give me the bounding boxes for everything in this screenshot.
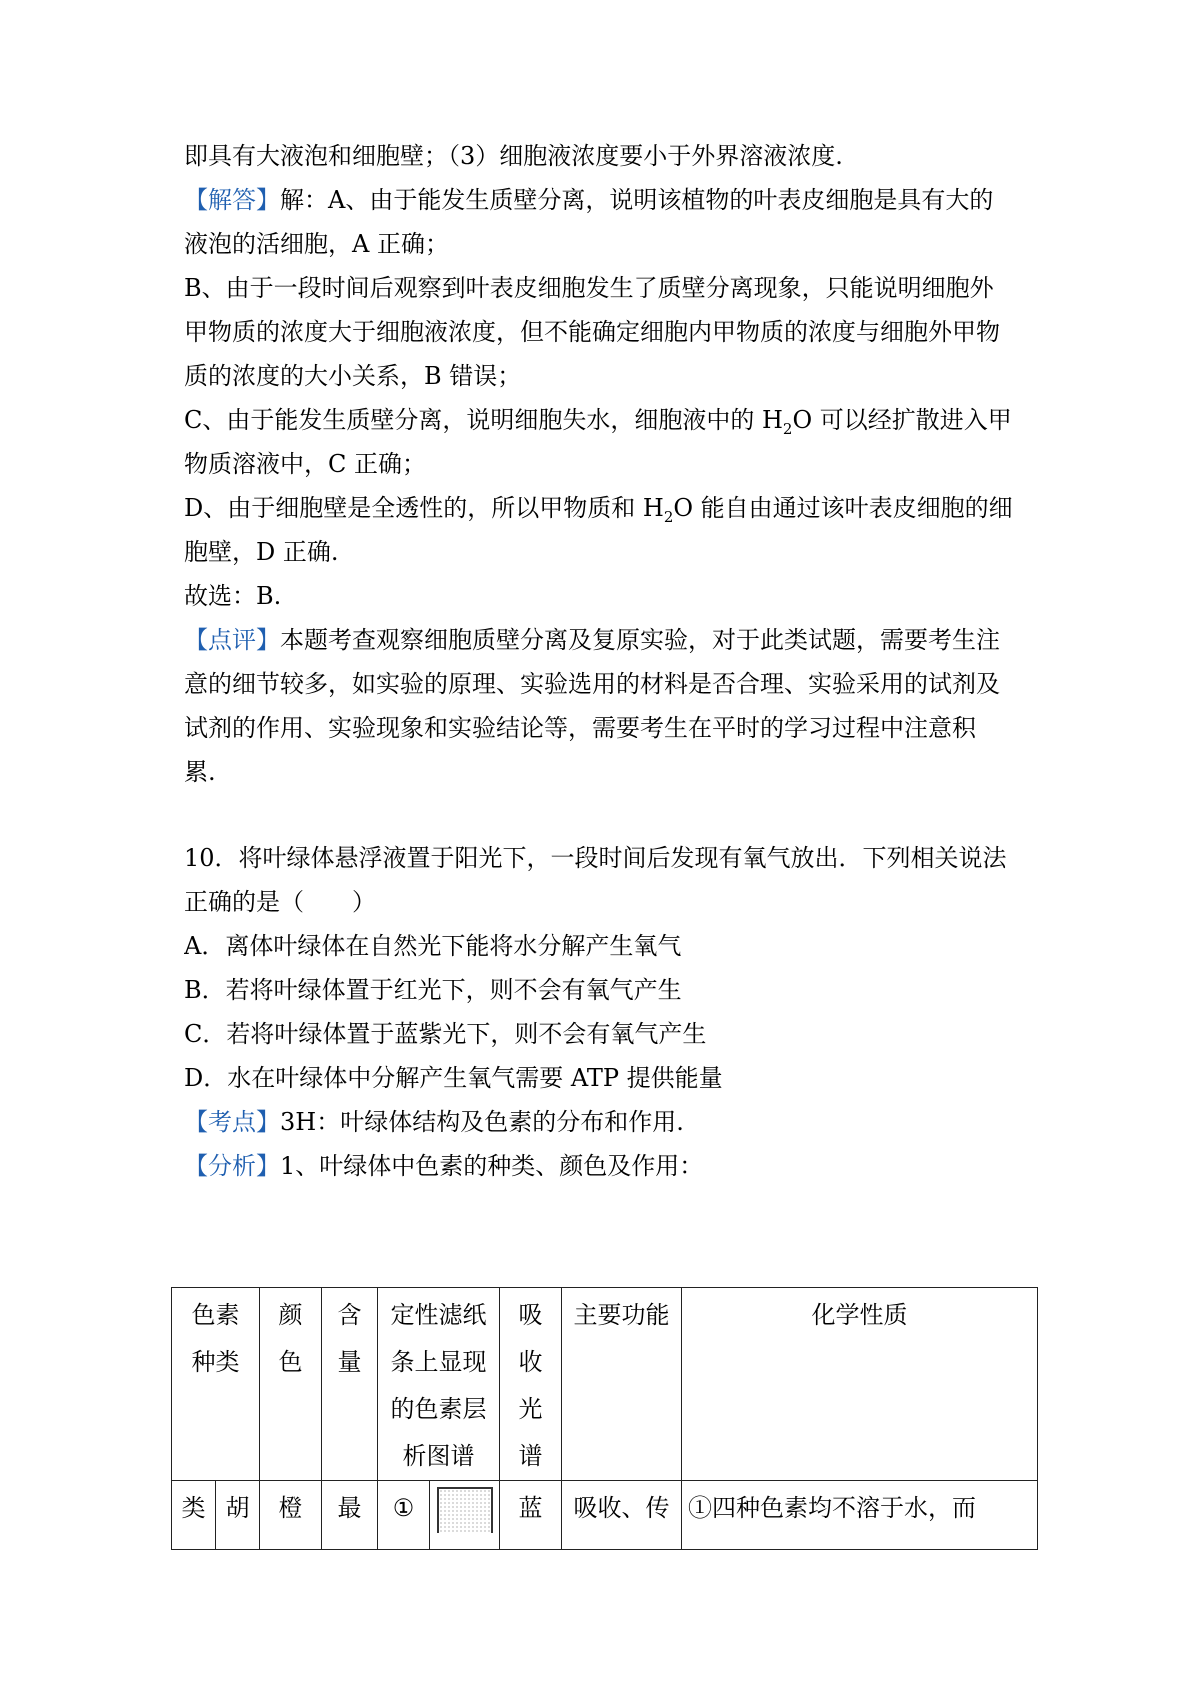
text-line: 试剂的作用、实验现象和实验结论等，需要考生在平时的学习过程中注意积 [184, 714, 976, 742]
option-b: B．若将叶绿体置于红光下，则不会有氧气产生 [184, 976, 682, 1004]
text-line: D、由于细胞壁是全透性的，所以甲物质和 $H_2O$ 能自由通过该叶表皮细胞的细 [184, 494, 1013, 526]
text-line: 物质溶液中，C 正确； [184, 450, 426, 478]
table-cell: 类 [172, 1481, 216, 1550]
header-absorption: 吸 收 光 谱 [500, 1288, 562, 1481]
table-cell: 最 [322, 1481, 378, 1550]
chromatogram-cell [430, 1481, 500, 1550]
table-cell: 蓝 [500, 1481, 562, 1550]
header-color: 颜 色 [260, 1288, 322, 1481]
text-line: C、由于能发生质壁分离，说明细胞失水，细胞液中的 $H_2O$ 可以经扩散进入甲 [184, 406, 1012, 438]
option-c: C．若将叶绿体置于蓝紫光下，则不会有氧气产生 [184, 1020, 707, 1048]
option-d: D．水在叶绿体中分解产生氧气需要 ATP 提供能量 [184, 1064, 723, 1092]
table-row [172, 1481, 1038, 1550]
text-line: 【解答】解：A、由于能发生质壁分离，说明该植物的叶表皮细胞是具有大的 [184, 186, 994, 214]
table-cell: 橙 [260, 1481, 322, 1550]
fenxi-tag: 【分析】 [184, 1152, 280, 1180]
text-line: 故选：B. [184, 582, 282, 610]
table-cell: 吸收、传 [562, 1481, 682, 1550]
table-cell: ①四种色素均不溶于水，而 [682, 1481, 1038, 1550]
header-function: 主要功能 [562, 1288, 682, 1481]
header-chromatogram: 定性滤纸 条上显现 的色素层 析图谱 [378, 1288, 500, 1481]
header-amount: 含 量 [322, 1288, 378, 1481]
kaodian-line: 【考点】3H：叶绿体结构及色素的分布和作用. [184, 1108, 684, 1136]
header-property: 化学性质 [682, 1288, 1038, 1481]
text-line: 质的浓度的大小关系，B 错误； [184, 362, 522, 390]
question-stem: 正确的是（ ） [184, 888, 376, 916]
header-pigment-type: 色素 种类 [172, 1288, 260, 1481]
table-cell: ① [378, 1481, 430, 1550]
text-line: 意的细节较多，如实验的原理、实验选用的材料是否合理、实验采用的试剂及 [184, 670, 1000, 698]
chromatogram-band-swatch [437, 1487, 493, 1533]
answer-tag: 【解答】 [184, 186, 280, 214]
question-stem: 10．将叶绿体悬浮液置于阳光下，一段时间后发现有氧气放出．下列相关说法 [184, 844, 1007, 872]
comment-tag: 【点评】 [184, 626, 280, 654]
text-line: 即具有大液泡和细胞壁；（3）细胞液浓度要小于外界溶液浓度. [184, 142, 843, 170]
text-line: 【点评】本题考查观察细胞质壁分离及复原实验，对于此类试题，需要考生注 [184, 626, 1000, 654]
text-line: 甲物质的浓度大于细胞液浓度，但不能确定细胞内甲物质的浓度与细胞外甲物 [184, 318, 1000, 346]
option-a: A．离体叶绿体在自然光下能将水分解产生氧气 [184, 932, 682, 960]
table-header-row [172, 1288, 1038, 1481]
pigment-table [171, 1287, 1038, 1550]
table-cell: 胡 [216, 1481, 260, 1550]
kaodian-tag: 【考点】 [184, 1108, 280, 1136]
text-line: 累. [184, 758, 216, 786]
text-line: 液泡的活细胞，A 正确； [184, 230, 449, 258]
fenxi-line: 【分析】1、叶绿体中色素的种类、颜色及作用： [184, 1152, 704, 1180]
text-line: 胞壁，D 正确. [184, 538, 339, 566]
text-line: B、由于一段时间后观察到叶表皮细胞发生了质壁分离现象，只能说明细胞外 [184, 274, 994, 302]
